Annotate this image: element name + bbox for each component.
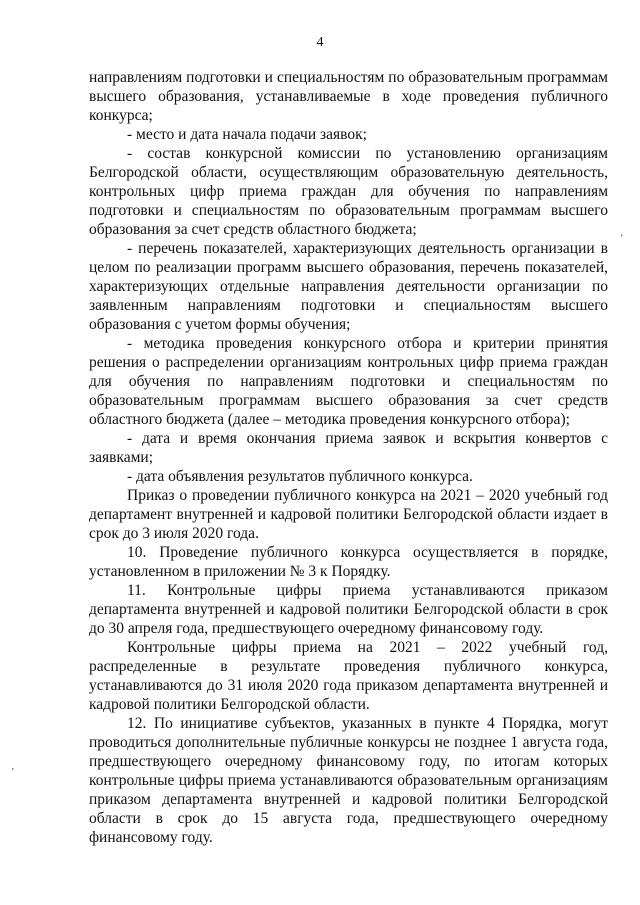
paragraph-continuation: направлениям подготовки и специальностям по образовательным программам высшего образования, устанавливаемые в ходе проведения публичного конкурса; [89,69,608,124]
scan-mark: ’ [11,767,15,778]
scan-mark: ‘ [620,233,624,244]
paragraph-item-10: 10. Проведение публичного конкурса осуществляется в порядке, установленном в приложении № 3 к Порядку. [89,544,608,580]
paragraph-item-11: 11. Контрольные цифры приема устанавливаются приказом департамента внутренней и кадровой политики Белгородской области в срок до 30 апреля года, предшествующего очередному финансовому году. [89,582,608,637]
list-item-methodology: - методика проведения конкурсного отбора и критерии принятия решения о распределении организациям контрольных цифр приема граждан для обучения по направлениям подготовки и специальностям по образовательным программам высшего образования за счет средств областного бюджета (далее – методика проведения конкурсного отбора); [89,335,608,428]
paragraph-item-12: 12. По инициативе субъектов, указанных в пункте 4 Порядка, могут проводиться дополнительные публичные конкурсы не позднее 1 августа года, предшествующего очередному финансовому году, по итогам которых контрольные цифры приема устанавливаются образовательным организациям приказом департамента внутренней и кадровой политики Белгородской области в срок до 15 августа года, предшествующего очередному финансовому году. [89,715,608,846]
paragraph-control-figures: Контрольные цифры приема на 2021 – 2022 учебный год, распределенные в результате проведения публичного конкурса, устанавливаются до 31 июля 2020 года приказом департамента внутренней и кадровой политики Белгородской области. [89,639,608,713]
page-number: 4 [316,35,324,50]
list-item-results-date: - дата объявления результатов публичного конкурса. [127,468,473,485]
list-item-indicators: - перечень показателей, характеризующих деятельность организации в целом по реализации программ высшего образования, перечень показателей, характеризующих отдельные направления деятельности организации по заявленным направлениям подготовки и специальностям высшего образования с учетом формы обучения; [89,240,608,333]
list-item-deadline: - дата и время окончания приема заявок и вскрытия конвертов с заявками; [89,430,608,466]
paragraph-order: Приказ о проведении публичного конкурса на 2021 – 2020 учебный год департамент внутренней и кадровой политики Белгородской области издает в срок до 3 июля 2020 года. [89,487,608,542]
list-item-commission: - состав конкурсной комиссии по установлению организациям Белгородской области, осуществляющим образовательную деятельность, контрольных цифр приема граждан для обучения по направлениям подготовки и специальностям по образовательным программам высшего образования за счет средств областного бюджета; [89,145,608,238]
document-body [89,68,608,847]
list-item-application-start: - место и дата начала подачи заявок; [127,126,367,143]
